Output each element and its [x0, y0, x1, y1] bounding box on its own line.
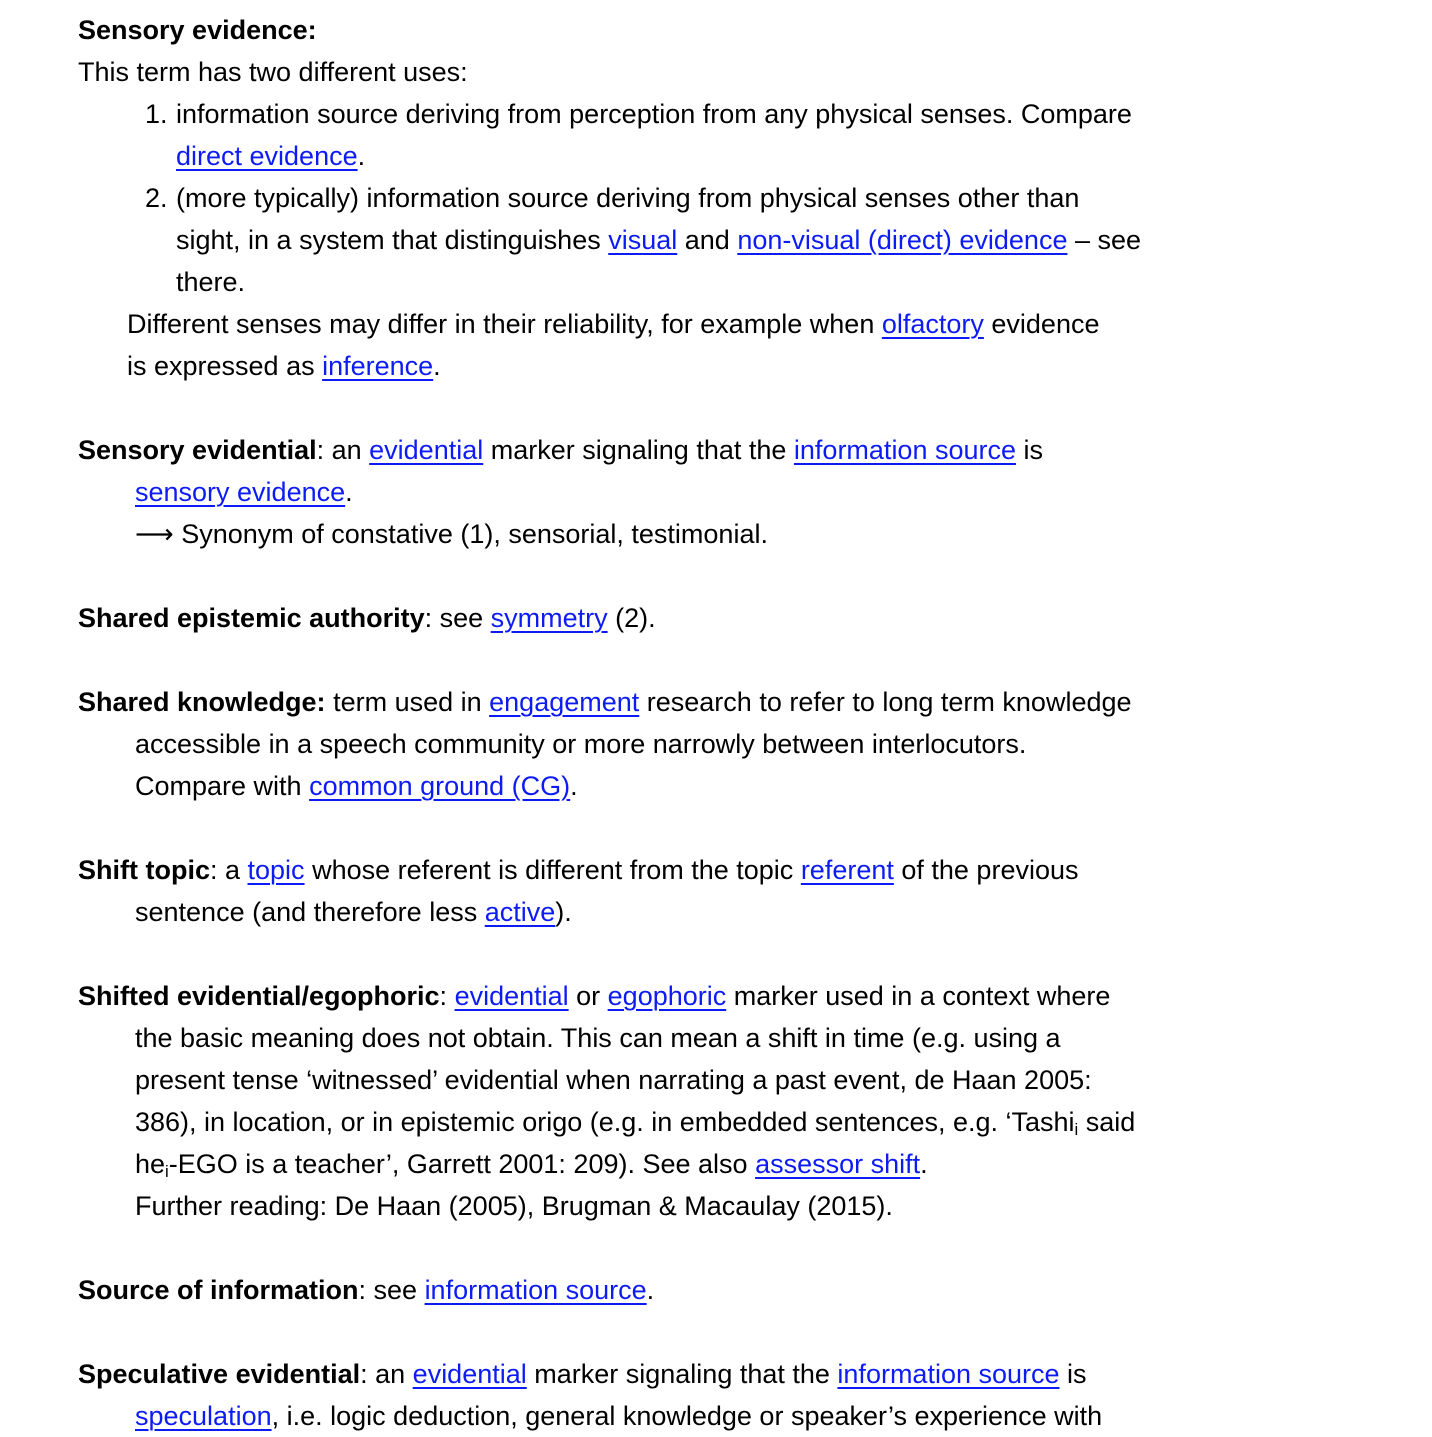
body-text: ⟶ Synonym of constative (1), sensorial, testimonial.: [135, 519, 768, 549]
body-text: (2).: [607, 603, 656, 633]
term-heading: Sensory evidential: [78, 435, 317, 465]
body-text: research to refer to long term knowledge: [639, 687, 1132, 717]
body-text: there.: [176, 267, 246, 297]
body-text: .: [646, 1275, 655, 1305]
body-text: 386), in location, or in epistemic origo (e.g. in embedded sentences, e.g. ‘Tashi: [135, 1107, 1075, 1137]
term-link[interactable]: non-visual (direct) evidence: [737, 225, 1068, 255]
body-text: present tense ‘witnessed’ evidential when narrating a past event, de Haan 2005:: [135, 1065, 1092, 1095]
body-text: is expressed as: [127, 351, 323, 381]
sensory-evidence-sense-2: [78, 177, 1362, 303]
subscript-index: i: [165, 1161, 169, 1181]
subscript-index: i: [1074, 1119, 1079, 1139]
body-text: marker used in a context where: [726, 981, 1111, 1011]
term-link[interactable]: information source: [837, 1359, 1060, 1389]
body-text: sight, in a system that distinguishes: [176, 225, 609, 255]
body-text: accessible in a speech community or more narrowly between interlocutors.: [135, 729, 1027, 759]
body-text: (more typically) information source deriving from physical senses other than: [176, 183, 1080, 213]
entry-sensory-evidential: [78, 429, 1362, 555]
body-text: :: [439, 981, 455, 1011]
term-heading: Shared knowledge:: [78, 687, 326, 717]
sensory-evidence-sense-1: [78, 93, 1362, 177]
entry-speculative-evidential: [78, 1353, 1362, 1437]
body-text: information source deriving from perception from any physical senses. Compare: [176, 99, 1132, 129]
body-text: marker signaling that the: [526, 1359, 838, 1389]
list-marker: 2.: [145, 183, 168, 213]
body-text: sentence (and therefore less: [135, 897, 485, 927]
term-link[interactable]: active: [484, 897, 556, 927]
body-text: , i.e. logic deduction, general knowledge or speaker’s experience with: [271, 1401, 1103, 1431]
body-text: whose referent is different from the topic: [304, 855, 801, 885]
term-heading: Shared epistemic authority: [78, 603, 425, 633]
entry-shared-knowledge: [78, 681, 1362, 807]
body-text: This term has two different uses:: [78, 57, 468, 87]
body-text: ).: [555, 897, 572, 927]
body-text: evidence: [983, 309, 1100, 339]
body-text: of the previous: [893, 855, 1079, 885]
body-text: said: [1078, 1107, 1136, 1137]
body-text: and: [677, 225, 738, 255]
term-link[interactable]: inference: [322, 351, 434, 381]
term-link[interactable]: evidential: [412, 1359, 527, 1389]
body-text: : a: [209, 855, 248, 885]
term-heading: Shifted evidential/egophoric: [78, 981, 440, 1011]
term-heading: Shift topic: [78, 855, 210, 885]
term-link[interactable]: information source: [424, 1275, 647, 1305]
term-link[interactable]: olfactory: [881, 309, 984, 339]
body-text: : an: [316, 435, 370, 465]
entry-shared-epistemic-authority: [78, 597, 1362, 639]
body-text: is: [1059, 1359, 1087, 1389]
body-text: : an: [360, 1359, 413, 1389]
term-link[interactable]: speculation: [135, 1401, 272, 1431]
body-text: : see: [424, 603, 491, 633]
body-text: : see: [358, 1275, 425, 1305]
body-text: .: [570, 771, 578, 801]
body-text: the basic meaning does not obtain. This can mean a shift in time (e.g. using a: [135, 1023, 1061, 1053]
entry-sensory-evidence-heading: [78, 9, 1362, 51]
entry-sensory-evidence-intro: [78, 51, 1362, 93]
term-link[interactable]: engagement: [489, 687, 640, 717]
body-text: Different senses may differ in their reliability, for example when: [127, 309, 882, 339]
term-link[interactable]: direct evidence: [176, 141, 358, 171]
entry-shifted-evidential-egophoric: [78, 975, 1362, 1227]
term-link[interactable]: visual: [608, 225, 678, 255]
term-link[interactable]: evidential: [369, 435, 484, 465]
entry-source-of-information: [78, 1269, 1362, 1311]
body-text: or: [568, 981, 608, 1011]
term-link[interactable]: egophoric: [607, 981, 727, 1011]
body-text: marker signaling that the: [483, 435, 794, 465]
term-heading: Sensory evidence:: [78, 15, 317, 45]
term-link[interactable]: evidential: [454, 981, 569, 1011]
term-link[interactable]: common ground (CG): [309, 771, 571, 801]
term-link[interactable]: symmetry: [490, 603, 608, 633]
body-text: .: [920, 1149, 928, 1179]
body-text: he: [135, 1149, 166, 1179]
body-text: .: [357, 141, 366, 171]
body-text: .: [433, 351, 441, 381]
term-link[interactable]: assessor shift: [755, 1149, 921, 1179]
body-text: – see: [1067, 225, 1142, 255]
body-text: Compare with: [135, 771, 310, 801]
body-text: -EGO is a teacher’, Garrett 2001: 209). See also: [168, 1149, 756, 1179]
list-marker: 1.: [145, 99, 168, 129]
sensory-evidence-note: [78, 303, 1362, 387]
term-link[interactable]: topic: [247, 855, 305, 885]
body-text: is: [1016, 435, 1044, 465]
term-heading: Speculative evidential: [78, 1359, 361, 1389]
body-text: term used in: [325, 687, 490, 717]
body-text: .: [345, 477, 353, 507]
body-text: Further reading: De Haan (2005), Brugman & Macaulay (2015).: [135, 1191, 893, 1221]
term-heading: Source of information: [78, 1275, 359, 1305]
term-link[interactable]: information source: [793, 435, 1017, 465]
entry-shift-topic: [78, 849, 1362, 933]
term-link[interactable]: referent: [800, 855, 894, 885]
term-link[interactable]: sensory evidence: [135, 477, 346, 507]
